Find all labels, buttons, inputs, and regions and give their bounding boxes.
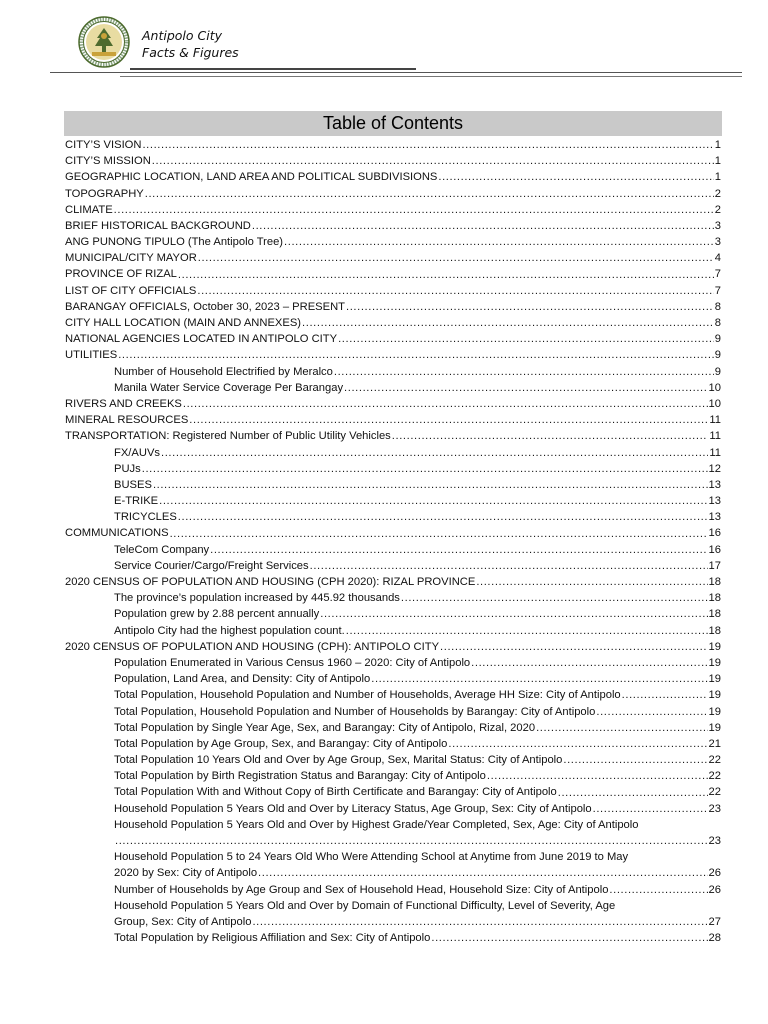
- toc-leader: [161, 445, 708, 461]
- toc-entry-page: 1: [714, 138, 721, 151]
- toc-entry[interactable]: [65, 428, 721, 444]
- toc-entry-label: MUNICIPAL/CITY MAYOR: [65, 252, 197, 265]
- toc-entry[interactable]: [65, 267, 721, 283]
- toc-entry-label: 2020 CENSUS OF POPULATION AND HOUSING (CPH 2020): RIZAL PROVINCE: [65, 576, 476, 589]
- toc-leader: [252, 218, 714, 234]
- toc-leader: [170, 526, 708, 542]
- toc-leader: [152, 153, 714, 169]
- toc-entry-label: COMMUNICATIONS: [65, 527, 169, 540]
- toc-entry-page: 11: [709, 414, 721, 427]
- toc-leader: [438, 169, 713, 185]
- toc-leader: [471, 655, 707, 671]
- toc-entry-label: MINERAL RESOURCES: [65, 414, 189, 427]
- toc-entry-label: TeleCom Company: [114, 543, 210, 556]
- toc-entry-label: Total Population by Age Group, Sex, and Barangay: City of Antipolo: [114, 737, 448, 750]
- toc-entry-page: 22: [708, 786, 721, 799]
- toc-entry[interactable]: [65, 785, 721, 801]
- toc-entry[interactable]: [65, 396, 721, 412]
- toc-leader: [114, 202, 714, 218]
- toc-entry-page: 27: [708, 916, 721, 929]
- toc-leader: [183, 396, 708, 412]
- toc-entry-label: Number of Households by Age Group and Sex of Household Head, Household Size: City of Antipolo: [114, 883, 609, 896]
- toc-entry-page: 19: [708, 640, 721, 653]
- toc-entry-page: 23: [708, 835, 721, 848]
- toc-entry-page: 10: [708, 381, 721, 394]
- toc-entry-label: Household Population 5 Years Old and Over by Literacy Status, Age Group, Sex: City of Antipolo: [114, 802, 592, 815]
- toc-entry-page: 16: [708, 527, 721, 540]
- toc-leader: [310, 558, 708, 574]
- toc-entry-page: 2: [714, 203, 721, 216]
- toc-entry[interactable]: [65, 202, 721, 218]
- toc-entry-label: Population grew by 2.88 percent annually: [114, 608, 320, 621]
- toc-leader: [346, 623, 708, 639]
- toc-leader: [210, 542, 707, 558]
- toc-entry[interactable]: [65, 250, 721, 266]
- toc-leader: [284, 234, 714, 250]
- toc-entry-page: 9: [714, 365, 721, 378]
- toc-leader: [198, 250, 714, 266]
- toc-entry-label: GEOGRAPHIC LOCATION, LAND AREA AND POLITICAL SUBDIVISIONS: [65, 171, 438, 184]
- toc-entry-page: 19: [708, 656, 721, 669]
- toc-entry-label: CLIMATE: [65, 203, 113, 216]
- toc-entry-label: Household Population 5 Years Old and Over by Domain of Functional Difficulty, Level of Severity, Age: [114, 899, 616, 912]
- city-seal-icon: [78, 16, 130, 68]
- toc-leader: [178, 509, 708, 525]
- toc-leader: [115, 833, 708, 849]
- toc-entry-label: FX/AUVs: [114, 446, 161, 459]
- toc-entry[interactable]: [65, 331, 721, 347]
- toc-entry-page: 18: [708, 592, 721, 605]
- toc-entry-page: 26: [708, 867, 721, 880]
- toc-entry[interactable]: [65, 639, 721, 655]
- toc-entry-label: Total Population by Birth Registration Status and Barangay: City of Antipolo: [114, 770, 486, 783]
- toc-entry-label: Group, Sex: City of Antipolo: [114, 916, 252, 929]
- toc-entry-page: 4: [714, 252, 721, 265]
- toc-leader: [334, 364, 714, 380]
- toc-leader: [622, 687, 708, 703]
- toc-leader: [153, 477, 708, 493]
- toc-entry-page: 7: [714, 284, 721, 297]
- toc-entry[interactable]: [65, 169, 721, 185]
- toc-leader: [448, 736, 707, 752]
- toc-entry-page: 8: [714, 317, 721, 330]
- toc-leader: [440, 639, 708, 655]
- toc-entry-page: 16: [708, 543, 721, 556]
- toc-entry[interactable]: [65, 283, 721, 299]
- toc-entry-label: BUSES: [114, 478, 152, 491]
- toc-entry[interactable]: [65, 509, 721, 525]
- toc-leader: [431, 930, 707, 946]
- toc-entry-label: Total Population, Household Population and Number of Households by Barangay: City of Antipolo: [114, 705, 596, 718]
- toc-entry[interactable]: [65, 218, 721, 234]
- toc-entry[interactable]: [65, 590, 721, 606]
- toc-leader: [344, 380, 708, 396]
- toc-entry[interactable]: [65, 347, 721, 363]
- toc-entry[interactable]: [65, 574, 721, 590]
- toc-entry[interactable]: [65, 930, 721, 946]
- header-subtitle: Facts & Figures: [142, 45, 239, 60]
- toc-entry[interactable]: [65, 153, 721, 169]
- toc-entry[interactable]: [65, 817, 721, 849]
- toc-leader: [609, 882, 707, 898]
- toc-leader: [487, 768, 708, 784]
- toc-leader: [346, 299, 714, 315]
- toc-entry-label: The province’s population increased by 445.92 thousands: [114, 592, 400, 605]
- toc-entry-label: Number of Household Electrified by Meralco: [114, 365, 333, 378]
- toc-entry-page: 12: [708, 462, 721, 475]
- toc-entry-label: BARANGAY OFFICIALS, October 30, 2023 – PRESENT: [65, 300, 346, 313]
- toc-entry-label: PROVINCE OF RIZAL: [65, 268, 177, 281]
- toc-entry-page: 11: [709, 430, 721, 443]
- toc-entry-page: 28: [708, 932, 721, 945]
- header-rule: [130, 68, 416, 70]
- toc-entry-label: Antipolo City had the highest population count.: [114, 624, 345, 637]
- toc-entry-page: 22: [708, 754, 721, 767]
- toc-entry-label: 2020 CENSUS OF POPULATION AND HOUSING (CPH): ANTIPOLO CITY: [65, 640, 440, 653]
- toc-entry[interactable]: [65, 687, 721, 703]
- toc-entry-page: 2: [714, 187, 721, 200]
- toc-entry-label: Total Population With and Without Copy of Birth Certificate and Barangay: City of Antipolo: [114, 786, 557, 799]
- toc-entry-label: BRIEF HISTORICAL BACKGROUND: [65, 219, 251, 232]
- toc-entry[interactable]: [65, 380, 721, 396]
- toc-entry-label: RIVERS AND CREEKS: [65, 397, 182, 410]
- toc-entry-label: CITY HALL LOCATION (MAIN AND ANNEXES): [65, 317, 302, 330]
- toc-entry[interactable]: [65, 315, 721, 331]
- toc-leader: [145, 186, 714, 202]
- toc-entry-page: 3: [714, 219, 721, 232]
- toc-entry[interactable]: [65, 542, 721, 558]
- toc-entry-page: 23: [708, 802, 721, 815]
- toc-entry-label: Total Population by Religious Affiliation and Sex: City of Antipolo: [114, 932, 431, 945]
- toc-entry-label: Household Population 5 Years Old and Over by Highest Grade/Year Completed, Sex, Age: City of Antipolo: [114, 818, 639, 831]
- toc-entry-page: 13: [708, 478, 721, 491]
- toc-leader: [392, 428, 709, 444]
- toc-entry-label: TOPOGRAPHY: [65, 187, 144, 200]
- toc-leader: [178, 267, 714, 283]
- toc-entry[interactable]: [65, 526, 721, 542]
- toc-entry[interactable]: [65, 186, 721, 202]
- toc-entry-label: CITY’S MISSION: [65, 155, 151, 168]
- toc-entry[interactable]: [65, 493, 721, 509]
- toc-entry-label: Service Courier/Cargo/Freight Services: [114, 559, 309, 572]
- toc-entry-label: Manila Water Service Coverage Per Barangay: [114, 381, 344, 394]
- toc-entry-page: 13: [708, 511, 721, 524]
- toc-entry-page: 18: [708, 624, 721, 637]
- toc-leader: [401, 590, 708, 606]
- toc-entry[interactable]: [65, 704, 721, 720]
- toc-entry-page: 3: [714, 236, 721, 249]
- toc-entry[interactable]: [65, 477, 721, 493]
- toc-entry[interactable]: [65, 234, 721, 250]
- toc-entry[interactable]: [65, 768, 721, 784]
- toc-entry-label: UTILITIES: [65, 349, 118, 362]
- toc-entry[interactable]: [65, 606, 721, 622]
- toc-leader: [596, 704, 707, 720]
- toc-entry-page: 19: [708, 705, 721, 718]
- toc-entry-page: 1: [714, 171, 721, 184]
- header-city: Antipolo City: [142, 28, 223, 43]
- toc-leader: [118, 347, 714, 363]
- toc-leader: [593, 801, 708, 817]
- table-of-contents: [65, 137, 721, 946]
- toc-entry-page: 18: [708, 608, 721, 621]
- toc-entry-page: 11: [709, 446, 721, 459]
- toc-leader: [338, 331, 714, 347]
- toc-entry-page: 26: [708, 883, 721, 896]
- toc-entry[interactable]: [65, 655, 721, 671]
- toc-entry-label: E-TRIKE: [114, 495, 159, 508]
- toc-leader: [536, 720, 707, 736]
- toc-entry-page: 7: [714, 268, 721, 281]
- toc-entry-label: LIST OF CITY OFFICIALS: [65, 284, 197, 297]
- toc-entry-label: Household Population 5 to 24 Years Old Who Were Attending School at Anytime from June 2019 to May: [114, 851, 629, 864]
- toc-entry[interactable]: [65, 461, 721, 477]
- toc-leader: [252, 914, 707, 930]
- toc-entry[interactable]: [65, 720, 721, 736]
- toc-entry[interactable]: [65, 412, 721, 428]
- toc-entry[interactable]: [65, 364, 721, 380]
- toc-leader: [258, 865, 708, 881]
- toc-leader: [476, 574, 707, 590]
- toc-entry[interactable]: [65, 299, 721, 315]
- toc-entry-label: Total Population 10 Years Old and Over by Age Group, Sex, Marital Status: City of Antipolo: [114, 754, 563, 767]
- toc-entry[interactable]: [65, 736, 721, 752]
- toc-entry-label: Total Population, Household Population and Number of Households, Average HH Size: City of Antipolo: [114, 689, 621, 702]
- toc-entry-label: CITY’S VISION: [65, 138, 142, 151]
- toc-entry[interactable]: [65, 752, 721, 768]
- page-header: [0, 0, 768, 80]
- toc-entry-label: Population, Land Area, and Density: City of Antipolo: [114, 673, 371, 686]
- toc-leader: [563, 752, 707, 768]
- toc-entry-label: TRANSPORTATION: Registered Number of Public Utility Vehicles: [65, 430, 391, 443]
- toc-entry-label: 2020 by Sex: City of Antipolo: [114, 867, 258, 880]
- toc-entry-page: 19: [708, 689, 721, 702]
- toc-entry-label: ANG PUNONG TIPULO (The Antipolo Tree): [65, 236, 284, 249]
- toc-leader: [189, 412, 708, 428]
- toc-leader: [197, 283, 713, 299]
- toc-entry-label: TRICYCLES: [114, 511, 177, 524]
- toc-entry-label: NATIONAL AGENCIES LOCATED IN ANTIPOLO CITY: [65, 333, 338, 346]
- header-rule: [50, 72, 742, 73]
- toc-leader: [558, 785, 708, 801]
- toc-entry[interactable]: [65, 623, 721, 639]
- toc-leader: [320, 606, 707, 622]
- toc-entry-page: 22: [708, 770, 721, 783]
- toc-entry[interactable]: [65, 849, 721, 881]
- toc-entry-page: 19: [708, 721, 721, 734]
- toc-entry-page: 21: [708, 737, 721, 750]
- toc-entry[interactable]: [65, 882, 721, 898]
- toc-entry-page: 1: [714, 155, 721, 168]
- toc-entry-label: PUJs: [114, 462, 141, 475]
- toc-leader: [302, 315, 714, 331]
- toc-entry-page: 13: [708, 495, 721, 508]
- toc-entry[interactable]: [65, 137, 721, 153]
- toc-entry-page: 9: [714, 333, 721, 346]
- toc-leader: [159, 493, 707, 509]
- toc-entry[interactable]: [65, 671, 721, 687]
- toc-title: Table of Contents: [64, 111, 722, 136]
- toc-entry[interactable]: [65, 801, 721, 817]
- toc-entry-label: Total Population by Single Year Age, Sex, and Barangay: City of Antipolo, Rizal, 2020: [114, 721, 536, 734]
- toc-entry-label: Population Enumerated in Various Census 1960 – 2020: City of Antipolo: [114, 656, 471, 669]
- toc-entry-page: 8: [714, 300, 721, 313]
- toc-entry-page: 18: [708, 576, 721, 589]
- toc-entry[interactable]: [65, 898, 721, 930]
- toc-entry-page: 17: [708, 559, 721, 572]
- toc-entry-page: 19: [708, 673, 721, 686]
- toc-entry[interactable]: [65, 445, 721, 461]
- toc-leader: [371, 671, 707, 687]
- toc-entry-page: 10: [708, 397, 721, 410]
- toc-leader: [142, 137, 713, 153]
- toc-leader: [142, 461, 708, 477]
- header-rule: [120, 76, 742, 77]
- toc-entry-page: 9: [714, 349, 721, 362]
- toc-entry[interactable]: [65, 558, 721, 574]
